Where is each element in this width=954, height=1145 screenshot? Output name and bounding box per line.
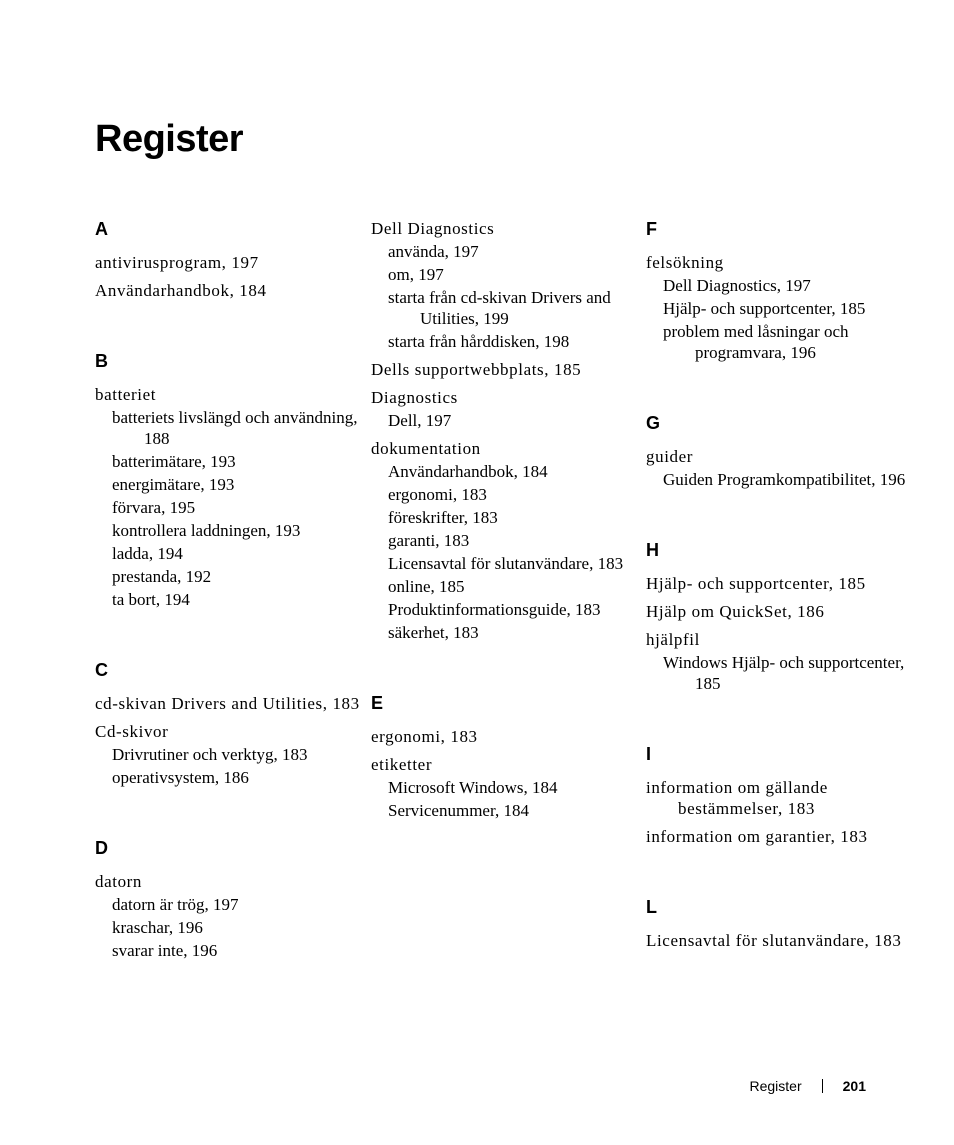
entry-subterm: starta från hårddisken, 198: [388, 332, 570, 351]
index-column-2: [371, 218, 636, 870]
section-letter: D: [95, 838, 108, 858]
entry-term: Cd-skivor: [95, 722, 169, 741]
entry-term: hjälpfil: [646, 630, 700, 649]
index-entry: [95, 693, 360, 714]
entry-subterm: Servicenummer, 184: [388, 801, 529, 820]
entry-term: Hjälp- och supportcenter, 185: [646, 574, 866, 593]
index-section: [371, 218, 636, 643]
index-entry: [646, 573, 916, 594]
footer-divider: [822, 1079, 823, 1093]
section-letter: A: [95, 219, 108, 239]
entry-term: datorn: [95, 872, 143, 891]
page-footer: [0, 1077, 866, 1095]
index-entry: [95, 721, 360, 788]
section-letter: F: [646, 219, 657, 239]
entry-subterm: kontrollera laddningen, 193: [112, 521, 301, 540]
entry-subterm: förvara, 195: [112, 498, 196, 517]
entry-subterm: ladda, 194: [112, 544, 183, 563]
index-section: [95, 837, 360, 961]
index-entry: [646, 930, 916, 951]
index-entry: [646, 601, 916, 622]
entry-subterm: Användarhandbok, 184: [388, 462, 548, 481]
section-letter: E: [371, 693, 384, 713]
entry-subterm: starta från cd-skivan Drivers and Utilities, 199: [388, 288, 611, 328]
index-entry: [646, 252, 916, 363]
entry-subterm: online, 185: [388, 577, 465, 596]
index-entry: [646, 826, 916, 847]
index-section: [95, 218, 360, 301]
entry-subterm: Drivrutiner och verktyg, 183: [112, 745, 308, 764]
index-entry: [371, 359, 636, 380]
entry-term: Användarhandbok, 184: [95, 281, 267, 300]
index-entry: [95, 384, 360, 610]
entry-subterm: garanti, 183: [388, 531, 470, 550]
index-section: [95, 659, 360, 788]
entry-subterm: Dell Diagnostics, 197: [663, 276, 811, 295]
entry-subterm: använda, 197: [388, 242, 479, 261]
entry-subterm: ta bort, 194: [112, 590, 190, 609]
entry-term: guider: [646, 447, 694, 466]
index-section: [646, 218, 916, 363]
entry-term: cd-skivan Drivers and Utilities, 183: [95, 694, 360, 713]
index-column-3: [646, 218, 916, 1000]
entry-term: Hjälp om QuickSet, 186: [646, 602, 825, 621]
index-entry: [371, 726, 636, 747]
section-letter: C: [95, 660, 108, 680]
index-entry: [646, 777, 916, 819]
entry-subterm: Produktinformationsguide, 183: [388, 600, 601, 619]
entry-term: information om garantier, 183: [646, 827, 868, 846]
entry-term: information om gällande bestämmelser, 183: [646, 778, 828, 818]
entry-subterm: kraschar, 196: [112, 918, 203, 937]
entry-subterm: operativsystem, 186: [112, 768, 249, 787]
page-title: Register: [95, 118, 244, 160]
entry-subterm: prestanda, 192: [112, 567, 212, 586]
index-section: [646, 896, 916, 951]
index-entry: [371, 387, 636, 431]
entry-subterm: problem med låsningar och programvara, 196: [663, 322, 849, 362]
entry-subterm: energimätare, 193: [112, 475, 235, 494]
section-letter: B: [95, 351, 108, 371]
entry-term: batteriet: [95, 385, 157, 404]
index-entry: [95, 252, 360, 273]
index-section: [95, 350, 360, 610]
entry-subterm: Licensavtal för slutanvändare, 183: [388, 554, 624, 573]
entry-term: etiketter: [371, 755, 433, 774]
index-entry: [95, 871, 360, 961]
index-entry: [371, 438, 636, 643]
footer-section-name: Register: [749, 1078, 802, 1094]
entry-subterm: säkerhet, 183: [388, 623, 479, 642]
index-section: [646, 539, 916, 694]
index-section: [646, 412, 916, 490]
index-entry: [95, 280, 360, 301]
entry-term: Licensavtal för slutanvändare, 183: [646, 931, 902, 950]
section-letter: H: [646, 540, 659, 560]
entry-subterm: föreskrifter, 183: [388, 508, 498, 527]
entry-subterm: ergonomi, 183: [388, 485, 487, 504]
entry-subterm: om, 197: [388, 265, 444, 284]
index-section: [371, 692, 636, 821]
entry-subterm: svarar inte, 196: [112, 941, 218, 960]
section-letter: I: [646, 744, 652, 764]
entry-subterm: Guiden Programkompatibilitet, 196: [663, 470, 906, 489]
index-entry: [371, 754, 636, 821]
entry-subterm: Windows Hjälp- och supportcenter, 185: [663, 653, 905, 693]
index-entry: [646, 446, 916, 490]
index-entry: [646, 629, 916, 694]
page-number: 201: [842, 1078, 866, 1094]
index-column-1: [95, 218, 360, 1010]
entry-subterm: Microsoft Windows, 184: [388, 778, 558, 797]
entry-term: ergonomi, 183: [371, 727, 478, 746]
entry-subterm: datorn är trög, 197: [112, 895, 239, 914]
entry-term: Dells supportwebbplats, 185: [371, 360, 582, 379]
entry-term: dokumentation: [371, 439, 481, 458]
entry-subterm: Hjälp- och supportcenter, 185: [663, 299, 866, 318]
entry-term: antivirusprogram, 197: [95, 253, 259, 272]
section-letter: G: [646, 413, 661, 433]
section-letter: L: [646, 897, 657, 917]
entry-subterm: batteriets livslängd och användning, 188: [112, 408, 358, 448]
entry-term: Dell Diagnostics: [371, 219, 495, 238]
index-section: [646, 743, 916, 847]
entry-subterm: batterimätare, 193: [112, 452, 236, 471]
entry-term: Diagnostics: [371, 388, 458, 407]
entry-term: felsökning: [646, 253, 724, 272]
entry-subterm: Dell, 197: [388, 411, 452, 430]
index-entry: [371, 218, 636, 352]
